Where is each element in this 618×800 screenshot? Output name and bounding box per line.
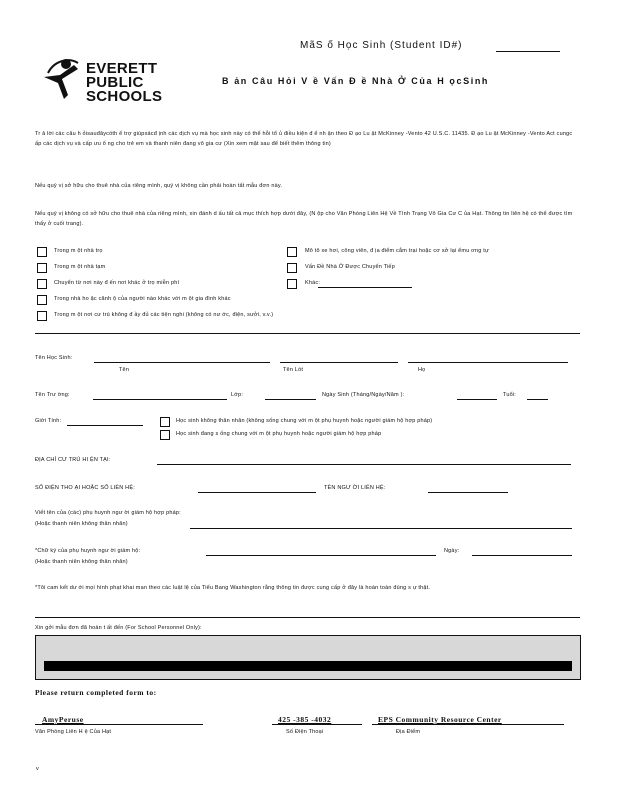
office-use-label: Xin gởi mẫu đơn đã hoàn t ất đến (For School Personnel Only): — [35, 625, 202, 631]
form-title: B ản Câu Hỏi V ề Vấn Đ ề Nhà Ở Của H ọcSinh — [222, 76, 490, 86]
option-other-field[interactable] — [318, 287, 412, 288]
certification-text: *Tôi cam kết dư ới mọi hình phạt khai man theo các luật lệ của Tiểu Bang Washington rằng thông tin được cung cấp ở đây là hoàn toàn đúng s ự thật. — [35, 585, 431, 591]
age-field[interactable] — [527, 399, 548, 400]
option-doubled-up-label: Trong nhà ho ặc cănh ộ của người nào khác với m ột gia đình khác — [54, 296, 231, 302]
first-name-caption: Tên — [119, 367, 130, 373]
option-inadequate-checkbox[interactable] — [37, 311, 47, 321]
section-divider — [35, 333, 580, 334]
option-inadequate-label: Trong m ột nơi cư trú không đ ầy đủ các tiện nghi (không có nư ớc, điện, sưởi, v.v.) — [54, 312, 274, 318]
unaccompanied-checkbox[interactable] — [160, 417, 170, 427]
option-couch-checkbox[interactable] — [37, 279, 47, 289]
guardian-name-field[interactable] — [190, 528, 572, 529]
contact-name: AmyPeruse — [42, 715, 84, 724]
unaccompanied-label: Học sinh không thân nhân (không sống chung với m ột phụ huynh hoặc người giám hộ hợp pháp) — [176, 418, 433, 424]
intro-paragraph-2: Nếu quý vị sở hữu cho thuê nhà của riêng mình, quý vị không cần phải hoàn tất mẫu đơn này. — [35, 183, 283, 189]
option-transitional-checkbox[interactable] — [287, 263, 297, 273]
last-name-caption: Họ — [418, 367, 426, 373]
date-field[interactable] — [472, 555, 572, 556]
guardian-name-label: Viết tên của (các) phụ huynh ngư ời giám hộ hợp pháp: — [35, 510, 181, 516]
page-mark: v — [36, 766, 39, 772]
address-field[interactable] — [157, 464, 571, 465]
contact-phone-underline — [272, 724, 362, 725]
student-id-field[interactable] — [496, 51, 560, 52]
school-field[interactable] — [93, 399, 227, 400]
option-car-park-label: Mô tô xe hơi, công viên, đ ịa điểm cắm trại hoặc cơ sở lại ểmu ơng tự — [305, 248, 489, 254]
contact-phone-caption: Số Điện Thoại — [286, 729, 324, 735]
last-name-field[interactable] — [408, 362, 568, 363]
certify-divider — [35, 617, 580, 618]
option-car-park-checkbox[interactable] — [287, 247, 297, 257]
contact-name-caption: Văn Phòng Liên H ệ Của Hạt — [35, 729, 112, 735]
contact-location-underline — [372, 724, 564, 725]
option-transitional-label: Vấn Đề Nhà Ở Được Chuyển Tiếp — [305, 264, 395, 270]
option-motel-checkbox[interactable] — [37, 247, 47, 257]
option-doubled-up-checkbox[interactable] — [37, 295, 47, 305]
contact-phone: 425 -385 -4032 — [278, 715, 332, 724]
contact-name-label: TÊN NGƯ ỜI LIÊN HỆ: — [324, 485, 386, 491]
accompanied-checkbox[interactable] — [160, 430, 170, 440]
option-shelter-label: Trong m ột nhà tạm — [54, 264, 106, 270]
gender-field[interactable] — [67, 425, 143, 426]
option-other-checkbox[interactable] — [287, 279, 297, 289]
signature-label: *Chữ ký của phụ huynh ngư ời giám hộ: — [35, 548, 141, 554]
option-shelter-checkbox[interactable] — [37, 263, 47, 273]
logo-line-3: SCHOOLS — [86, 88, 163, 105]
guardian-name-note: (Hoặc thanh niên không thân nhân) — [35, 521, 128, 527]
return-label: Please return completed form to: — [35, 688, 157, 697]
contact-name-field[interactable] — [428, 492, 508, 493]
intro-paragraph-3: Nếu quý vị không có sở hữu cho thuê nhà của riêng mình, xin đánh d ấu tất cả mục thích hợp dưới đây, (N ộp cho Văn Phòng Liên Hệ Về Tình Trạng Vô Gia Cư C ủa Hạt. Thông tin liên hệ có thể được tìm thấy ở cuối trang). — [35, 211, 573, 227]
option-couch-label: Chuyển từ nơi này đ ến nơi khác ở trọ miễn phí — [54, 280, 180, 286]
contact-location: EPS Community Resource Center — [378, 715, 502, 724]
logo-line-1: EVERETT — [86, 60, 158, 77]
first-name-field[interactable] — [94, 362, 270, 363]
option-motel-label: Trong m ột nhà trọ — [54, 248, 103, 254]
dob-label: Ngày Sinh (Tháng/Ngày/Năm ): — [322, 392, 405, 398]
age-label: Tuổi: — [503, 392, 517, 398]
contact-location-caption: Địa Điểm — [396, 729, 421, 735]
student-name-label: Tên Học Sinh: — [35, 355, 73, 361]
contact-name-underline — [35, 724, 203, 725]
option-other-label: Khác: — [305, 280, 321, 286]
grade-field[interactable] — [265, 399, 316, 400]
signature-field[interactable] — [206, 555, 436, 556]
accompanied-label: Học sinh đang s ống chung với m ột phụ huynh hoặc người giám hộ hợp pháp — [176, 431, 382, 437]
grade-label: Lớp: — [231, 392, 244, 398]
student-id-label: MãS ố Học Sinh (Student ID#) — [300, 40, 463, 51]
logo-line-2: PUBLIC — [86, 74, 144, 91]
middle-name-field[interactable] — [280, 362, 398, 363]
signature-note: (Hoặc thanh niên không thân nhân) — [35, 559, 128, 565]
intro-paragraph-1: Tr ả lời các câu h ỏisauđâycóth ể trợ giúpxácđ ịnh các dịch vụ mà học sinh này có thể hỗi tổ ủ điều kiện đ ể nh ận theo Đ ạo Lu ật McKinney -Vento 42 U.S.C. 11435. Đ ạo Lu ật McKinney -Vento Act cungc ấp các dịch vụ và cấp ưu ổ ng cho trẻ em và thanh niên đang vô gia cư (Xin xem mặt sau để biết thêm thông tin) — [35, 131, 573, 147]
office-use-redaction — [44, 661, 572, 671]
phone-field[interactable] — [198, 492, 316, 493]
school-logo — [38, 55, 84, 101]
dob-field[interactable] — [457, 399, 497, 400]
school-label: Tên Trư ờng: — [35, 392, 70, 398]
address-label: ĐỊA CHỈ CƯ TRÚ HI ỆN TẠI: — [35, 457, 111, 463]
date-label: Ngày: — [444, 548, 460, 554]
gender-label: Giới Tính: — [35, 418, 62, 424]
office-use-box[interactable] — [35, 635, 581, 680]
phone-label: SỐ ĐIỆN THO ẠI HOẶC SỐ LIÊN HỆ: — [35, 485, 135, 491]
middle-name-caption: Tên Lót — [283, 367, 304, 373]
